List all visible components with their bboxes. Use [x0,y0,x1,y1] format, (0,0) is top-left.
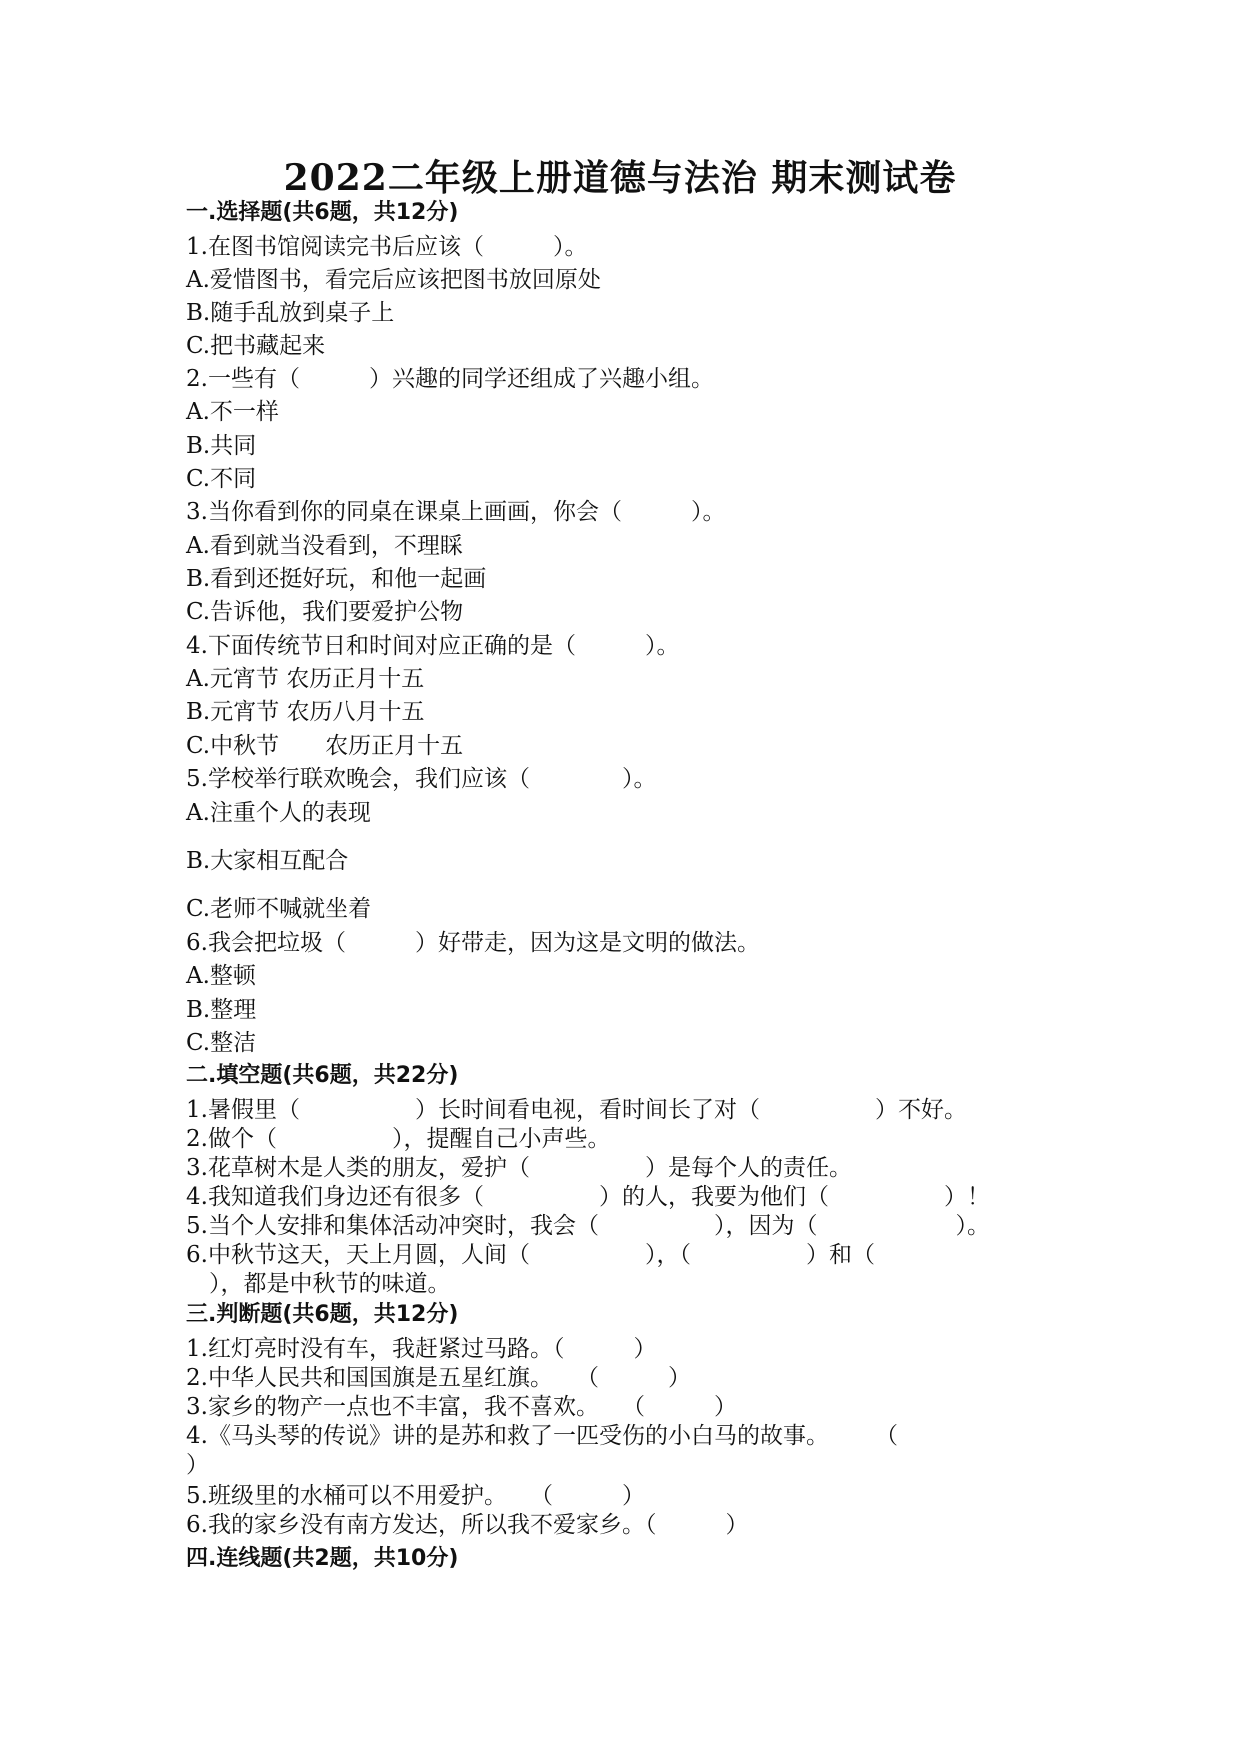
option-b: B.共同 [186,433,257,459]
option-b: B.随手乱放到桌子上 [186,300,395,326]
option-a: A.整顿 [186,963,256,989]
option-c: C.整洁 [186,1030,257,1056]
fill-question: 5.当个人安排和集体活动冲突时，我会（ ），因为（ ）。 [186,1213,990,1239]
judge-question: 6.我的家乡没有南方发达，所以我不爱家乡。（ ） [186,1512,749,1538]
question-stem: 6.我会把垃圾（ ）好带走，因为这是文明的做法。 [186,930,760,956]
question-stem: 3.当你看到你的同桌在课桌上画画，你会（ ）。 [186,499,726,525]
question-stem: 5.学校举行联欢晚会，我们应该（ ）。 [186,766,657,792]
option-c: C.不同 [186,466,257,492]
option-b: B.元宵节 农历八月十五 [186,699,425,725]
question-stem: 1.在图书馆阅读完书后应该（ ）。 [186,234,588,260]
option-a: A.看到就当没看到，不理睬 [186,533,463,559]
judge-question-continuation: ） [186,1452,209,1478]
section-heading-judge: 三.判断题(共6题，共12分) [186,1302,459,1327]
judge-question: 4.《马头琴的传说》讲的是苏和救了一匹受伤的小白马的故事。 （ [186,1423,898,1449]
section-heading-choice: 一.选择题(共6题，共12分) [186,200,459,225]
question-stem: 2.一些有（ ）兴趣的同学还组成了兴趣小组。 [186,366,714,392]
option-c: C.老师不喊就坐着 [186,896,372,922]
judge-question: 3.家乡的物产一点也不丰富，我不喜欢。 （ ） [186,1394,737,1420]
judge-question: 5.班级里的水桶可以不用爱护。 （ ） [186,1483,645,1509]
option-b: B.看到还挺好玩，和他一起画 [186,566,487,592]
judge-question: 2.中华人民共和国国旗是五星红旗。 （ ） [186,1365,691,1391]
option-a: A.元宵节 农历正月十五 [186,666,425,692]
fill-question: 6.中秋节这天，天上月圆，人间（ ），（ ）和（ [186,1242,875,1268]
option-a: A.注重个人的表现 [186,800,371,826]
page-title: 2022二年级上册道德与法治 期末测试卷 [283,157,957,199]
option-a: A.不一样 [186,399,279,425]
option-a: A.爱惜图书，看完后应该把图书放回原处 [186,267,601,293]
judge-question: 1.红灯亮时没有车，我赶紧过马路。（ ） [186,1336,657,1362]
option-c: C.把书藏起来 [186,333,326,359]
fill-question: 1.暑假里（ ）长时间看电视，看时间长了对（ ）不好。 [186,1097,967,1123]
section-heading-fill: 二.填空题(共6题，共22分) [186,1063,459,1088]
fill-question-continuation: ），都是中秋节的味道。 [186,1271,451,1297]
fill-question: 4.我知道我们身边还有很多（ ）的人，我要为他们（ ）！ [186,1184,990,1210]
option-b: B.整理 [186,997,257,1023]
option-b: B.大家相互配合 [186,848,349,874]
fill-question: 3.花草树木是人类的朋友，爱护（ ）是每个人的责任。 [186,1155,852,1181]
question-stem: 4.下面传统节日和时间对应正确的是（ ）。 [186,633,680,659]
section-heading-match: 四.连线题(共2题，共10分) [186,1546,459,1571]
option-c: C.告诉他，我们要爱护公物 [186,599,464,625]
fill-question: 2.做个（ ），提醒自己小声些。 [186,1126,611,1152]
option-c: C.中秋节 农历正月十五 [186,733,464,759]
